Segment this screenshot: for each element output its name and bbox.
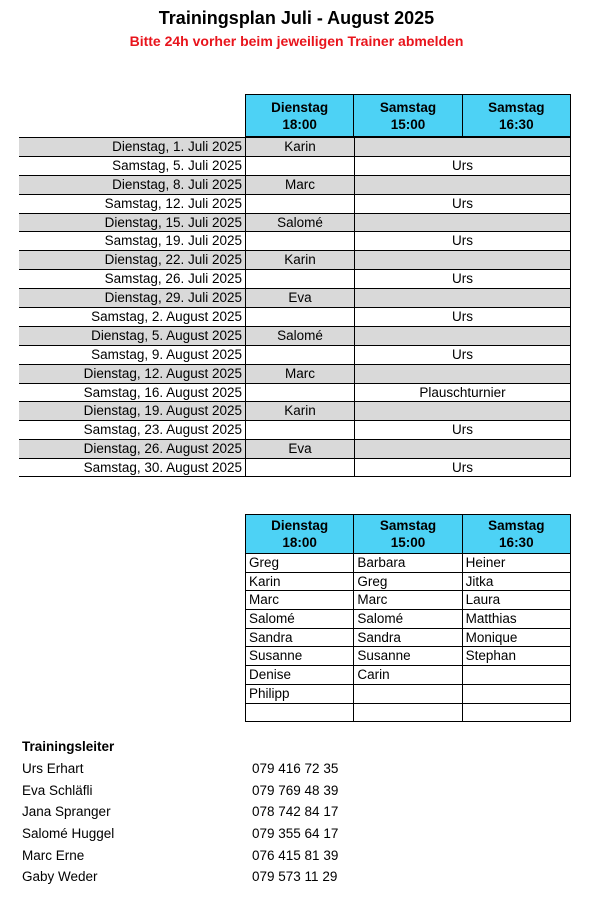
groups-member-cell: Susanne [353,647,461,665]
schedule-row [19,326,571,345]
schedule-saturday-trainer-cell [354,138,571,156]
schedule-row [19,213,571,232]
groups-row [246,609,570,628]
header-day: Samstag [488,100,545,115]
header-time: 16:30 [499,535,534,550]
trainer-entry [22,868,382,890]
header-day: Samstag [379,100,437,115]
trainer-name: Eva Schläfli [22,782,93,798]
schedule-tuesday-trainer-cell [245,346,354,364]
groups-row [246,646,570,665]
schedule-saturday-trainer-cell [354,365,571,383]
header-time: 18:00 [282,117,317,132]
page-title: Trainingsplan Juli - August 2025 [158,8,435,28]
schedule-saturday-trainer-cell: Urs [354,157,571,175]
schedule-date-cell: Samstag, 26. Juli 2025 [104,271,242,287]
schedule-date-cell: Samstag, 16. August 2025 [83,384,242,400]
trainer-phone: 079 573 11 29 [252,869,338,885]
trainer-phone: 079 355 64 17 [252,826,339,842]
schedule-date-cell: Samstag, 5. Juli 2025 [112,157,242,173]
schedule-date-cell: Samstag, 30. August 2025 [83,460,242,476]
page-subtitle: Bitte 24h vorher beim jeweiligen Trainer abmelden [129,33,464,49]
schedule-tuesday-trainer-cell: Marc [245,365,354,383]
trainers-title: Trainingsleiter [22,739,115,754]
trainers-list [22,760,382,890]
schedule-saturday-trainer-cell [354,327,571,345]
schedule-date-cell: Samstag, 2. August 2025 [91,309,242,325]
schedule-tuesday-trainer-cell: Salomé [245,327,354,345]
groups-member-cell: Sandra [249,629,293,645]
schedule-date-cell: Dienstag, 15. Juli 2025 [19,214,245,232]
schedule-date-cell: Dienstag, 26. August 2025 [19,440,245,458]
schedule-row [19,307,571,326]
groups-row [246,572,570,591]
header-day: Dienstag [271,100,329,115]
schedule-row [19,420,571,439]
schedule-tuesday-trainer-cell [245,270,354,288]
schedule-row [19,383,571,402]
groups-row [246,590,570,609]
schedule-tuesday-trainer-cell: Karin [245,402,354,420]
groups-member-cell: Susanne [249,648,303,664]
schedule-header [245,94,571,137]
schedule-date-cell: Samstag, 12. Juli 2025 [104,195,242,211]
trainer-name: Gaby Weder [22,869,98,885]
header-time: 16:30 [499,117,534,132]
trainer-entry [22,803,382,825]
schedule-header-tuesday [246,95,353,136]
groups-member-cell [353,704,461,722]
groups-member-cell: Philipp [249,685,290,701]
schedule-row [19,439,571,458]
trainer-entry [22,782,382,804]
groups-member-cell [462,666,570,684]
header-time: 18:00 [282,535,317,550]
schedule-row [19,364,571,383]
schedule-saturday-trainer-cell: Plauschturnier [354,384,571,402]
groups-header-tuesday [246,515,353,553]
schedule-row [19,175,571,194]
groups-row [246,665,570,684]
trainer-entry [22,825,382,847]
schedule-date-cell: Dienstag, 5. August 2025 [19,327,245,345]
schedule-date-cell: Dienstag, 12. August 2025 [19,365,245,383]
schedule-saturday-trainer-cell [354,289,571,307]
groups-member-cell: Karin [249,573,281,589]
groups-member-cell: Greg [353,573,461,591]
header-time: 15:00 [390,117,426,132]
schedule-tuesday-trainer-cell: Karin [245,138,354,156]
schedule-tuesday-trainer-cell: Karin [245,251,354,269]
schedule-tuesday-trainer-cell: Eva [245,289,354,307]
groups-member-cell: Greg [249,555,280,570]
schedule-header-saturday-1500 [353,95,461,136]
trainer-phone: 078 742 84 17 [252,804,339,820]
groups-member-cell: Marc [353,591,461,609]
header-day: Samstag [488,518,545,533]
trainer-entry [22,847,382,869]
groups-member-cell [462,685,570,703]
groups-member-cell: Salomé [249,611,295,627]
schedule-saturday-trainer-cell: Urs [354,459,571,476]
schedule-row [19,250,571,269]
groups-member-cell [246,704,353,722]
schedule-row [19,231,571,250]
groups-member-cell: Carin [353,666,461,684]
schedule-saturday-trainer-cell [354,440,571,458]
schedule-tuesday-trainer-cell: Salomé [245,214,354,232]
trainer-phone: 079 769 48 39 [252,782,339,798]
schedule-date-cell: Samstag, 19. Juli 2025 [104,233,242,249]
schedule-saturday-trainer-cell: Urs [354,308,571,326]
trainer-name: Marc Erne [22,847,85,863]
header-day: Samstag [379,518,437,533]
groups-header [246,515,570,553]
schedule-header-saturday-1630 [462,95,570,136]
groups-header-saturday-1500 [353,515,461,553]
groups-member-cell [462,704,570,722]
groups-member-cell: Heiner [462,554,570,572]
header-day: Dienstag [271,518,329,533]
groups-member-cell: Denise [249,667,292,683]
schedule-table [19,137,571,477]
groups-header-saturday-1630 [462,515,570,553]
schedule-tuesday-trainer-cell [245,459,354,476]
groups-member-cell: Marc [249,592,279,608]
schedule-tuesday-trainer-cell [245,232,354,250]
trainer-name: Salomé Huggel [22,826,115,842]
groups-member-cell: Sandra [353,629,461,647]
trainer-name: Urs Erhart [22,761,84,776]
schedule-saturday-trainer-cell: Urs [354,270,571,288]
header-time: 15:00 [390,535,426,550]
schedule-tuesday-trainer-cell [245,308,354,326]
schedule-row [19,458,571,477]
trainer-name: Jana Spranger [22,804,111,820]
schedule-date-cell: Samstag, 9. August 2025 [91,346,242,362]
schedule-date-cell: Dienstag, 1. Juli 2025 [19,138,245,156]
groups-member-cell: Jitka [462,573,570,591]
groups-member-cell: Matthias [462,610,570,628]
groups-table [245,514,571,722]
schedule-tuesday-trainer-cell [245,421,354,439]
groups-member-cell: Laura [462,591,570,609]
groups-row [246,553,570,572]
groups-row [246,684,570,703]
groups-member-cell [353,685,461,703]
schedule-date-cell: Samstag, 23. August 2025 [83,422,242,438]
schedule-date-cell: Dienstag, 22. Juli 2025 [19,251,245,269]
schedule-date-cell: Dienstag, 8. Juli 2025 [19,176,245,194]
trainer-phone: 079 416 72 35 [252,761,339,776]
groups-member-cell: Stephan [462,647,570,665]
schedule-row [19,345,571,364]
schedule-tuesday-trainer-cell [245,195,354,213]
schedule-tuesday-trainer-cell: Marc [245,176,354,194]
groups-body [246,553,570,721]
schedule-row [19,288,571,307]
groups-row [246,703,570,722]
trainer-entry [22,760,382,782]
schedule-tuesday-trainer-cell: Eva [245,440,354,458]
schedule-row [19,269,571,288]
groups-member-cell: Barbara [353,554,461,572]
schedule-saturday-trainer-cell: Urs [354,232,571,250]
schedule-saturday-trainer-cell: Urs [354,421,571,439]
schedule-saturday-trainer-cell [354,176,571,194]
schedule-tuesday-trainer-cell [245,384,354,402]
schedule-row [19,156,571,175]
schedule-date-cell: Dienstag, 29. Juli 2025 [19,289,245,307]
schedule-date-cell: Dienstag, 19. August 2025 [19,402,245,420]
schedule-saturday-trainer-cell: Urs [354,346,571,364]
schedule-saturday-trainer-cell [354,214,571,232]
schedule-row [19,194,571,213]
schedule-row [19,137,571,156]
groups-member-cell: Salomé [353,610,461,628]
groups-row [246,628,570,647]
schedule-saturday-trainer-cell [354,402,571,420]
trainer-phone: 076 415 81 39 [252,847,339,863]
groups-member-cell: Monique [462,629,570,647]
schedule-tuesday-trainer-cell [245,157,354,175]
schedule-saturday-trainer-cell [354,251,571,269]
schedule-saturday-trainer-cell: Urs [354,195,571,213]
schedule-row [19,401,571,420]
